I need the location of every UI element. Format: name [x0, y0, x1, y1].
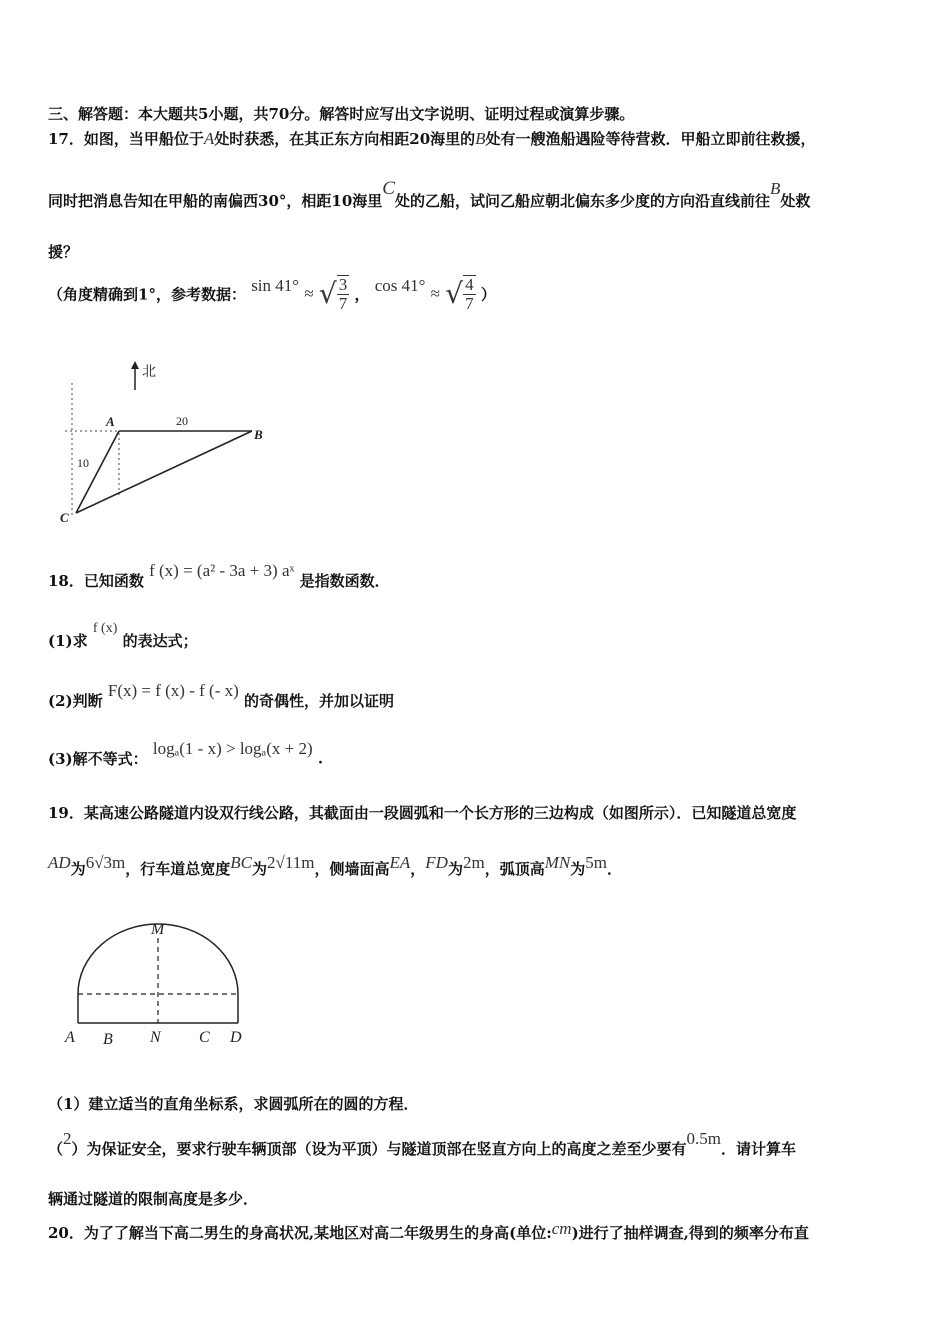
q17-line1: [48, 128, 816, 149]
q19-part2-cont: 辆通过隧道的限制高度是多少．: [48, 1190, 259, 1208]
q18-part2: [48, 680, 395, 711]
q18-part3: [48, 738, 324, 769]
q19-data-line: [48, 853, 622, 879]
north-label: 北: [142, 365, 156, 380]
seg-fd: FD: [425, 853, 448, 872]
q18-text: 的表达式；: [122, 632, 198, 650]
frac-den: 7: [338, 294, 348, 313]
q17-line2: [48, 178, 811, 212]
q18-function: F(x) = f (x) - f (- x): [107, 680, 239, 700]
q19-text: ．: [606, 860, 622, 878]
section-heading: 三、解答题：本大题共5小题，共70分。解答时应写出文字说明、证明过程或演算步骤。: [48, 105, 635, 123]
point-m-label: M: [151, 921, 165, 938]
q17-text: 17．如图，当甲船位于: [48, 130, 204, 148]
point-d-label: D: [230, 1029, 242, 1046]
frac-num: 3: [338, 275, 348, 294]
q19-part2: [48, 1129, 797, 1159]
point-b-label: B: [103, 1031, 113, 1048]
q19-text: ，: [410, 860, 426, 878]
bc-value: 2√11m: [267, 853, 315, 872]
sin-label: sin 41°: [251, 276, 300, 295]
q17-reference: [48, 275, 496, 313]
point-n-label: N: [150, 1029, 161, 1046]
q18-text: 的奇偶性，并加以证明: [244, 692, 395, 710]
height-value: 2m: [462, 853, 485, 872]
q18-stem: [48, 560, 390, 591]
cos-label: cos 41°: [374, 276, 426, 295]
var-c: C: [382, 178, 395, 199]
approx-sign: ≈: [430, 284, 441, 303]
seg-ea: EA: [389, 853, 411, 872]
ref-end: ）: [480, 285, 496, 304]
q19-stem: 19．某高速公路隧道内设双行线公路，其截面由一段圆弧和一个长方形的三边构成（如图所示）．已知隧道总宽度: [48, 804, 797, 822]
point-a-label: A: [106, 414, 115, 429]
q17-text: 处时获悉，在其正东方向相距20海里的: [214, 130, 476, 148]
ref-sep: ，: [354, 285, 370, 304]
q18-function: f (x) = (a² - 3a + 3) aˣ: [149, 560, 295, 580]
q19-text: 为: [570, 860, 586, 878]
unit-cm: cm: [551, 1219, 572, 1238]
q17-text: 处有一艘渔船遇险等待营救．甲船立即前往救援，: [485, 130, 816, 148]
q18-text: 是指数函数．: [299, 572, 390, 590]
point-c-label: C: [60, 510, 69, 525]
q19-part1: （1）建立适当的直角坐标系，求圆弧所在的圆的方程．: [48, 1095, 419, 1113]
seg-bc: BC: [230, 853, 252, 872]
ad-value: 6√3m: [85, 853, 126, 872]
segment-cb: [76, 431, 252, 513]
var-a: A: [203, 129, 215, 148]
q17-line3: 援？: [48, 243, 79, 261]
q18-part1: [48, 620, 198, 651]
q19-text: 为: [252, 860, 268, 878]
q18-text: (3)解不等式：: [48, 750, 148, 768]
q19-text: ，侧墙面高: [314, 860, 390, 878]
part-number: 2: [63, 1129, 72, 1148]
q18-function: f (x): [92, 620, 118, 636]
approx-sign: ≈: [304, 284, 314, 303]
length-ab-label: 20: [176, 414, 188, 428]
point-a-label: A: [65, 1029, 75, 1046]
q19-text: 为: [70, 860, 86, 878]
q19-text: （: [48, 1140, 64, 1158]
q18-text: (1)求: [48, 632, 88, 650]
q18-text: 18．已知函数: [48, 572, 144, 590]
q18-text: (2)判断: [48, 692, 103, 710]
frac-num: 4: [465, 275, 474, 294]
var-b: B: [769, 179, 781, 198]
point-c-label: C: [199, 1029, 210, 1046]
safety-value: 0.5m: [686, 1129, 722, 1148]
q19-text: ）为保证安全，要求行驶车辆顶部（设为平顶）与隧道顶部在竖直方向上的高度之差至少要有: [71, 1140, 687, 1158]
sqrt-4-7: √ $\frac{4}{7}$: [445, 275, 474, 313]
length-ac-label: 10: [77, 456, 89, 470]
seg-mn: MN: [544, 853, 571, 872]
ref-text: （角度精确到1°，参考数据：: [48, 285, 246, 304]
q18-inequality: logₐ(1 - x) > logₐ(x + 2): [152, 738, 313, 758]
segment-ac: [76, 431, 119, 513]
var-b: B: [475, 129, 486, 148]
point-b-label: B: [254, 427, 263, 442]
q17-text: 处的乙船，试问乙船应朝北偏东多少度的方向沿直线前往: [394, 192, 770, 210]
q17-text: 同时把消息告知在甲船的南偏西30°，相距10海里: [48, 192, 383, 210]
q19-text: ．请计算车: [721, 1140, 797, 1158]
q19-text: 为: [447, 860, 463, 878]
q19-figure: [60, 918, 260, 1048]
frac-den: 7: [465, 294, 474, 313]
q20-text: 20．为了了解当下高二男生的身高状况,某地区对高二年级男生的身高(单位:: [48, 1224, 552, 1242]
q19-text: ，行车道总宽度: [125, 860, 231, 878]
q19-text: ，弧顶高: [484, 860, 545, 878]
q17-text: 处救: [780, 192, 811, 210]
q20-stem: [48, 1219, 809, 1243]
north-arrow-icon: [131, 361, 139, 369]
q18-text: .: [317, 749, 324, 768]
sqrt-3-7: √ $\frac{3}{7}$: [318, 275, 348, 313]
mn-value: 5m: [585, 853, 607, 872]
seg-ad: AD: [48, 853, 71, 872]
q20-text: )进行了抽样调查,得到的频率分布直: [571, 1224, 809, 1242]
q17-figure: [55, 355, 285, 530]
